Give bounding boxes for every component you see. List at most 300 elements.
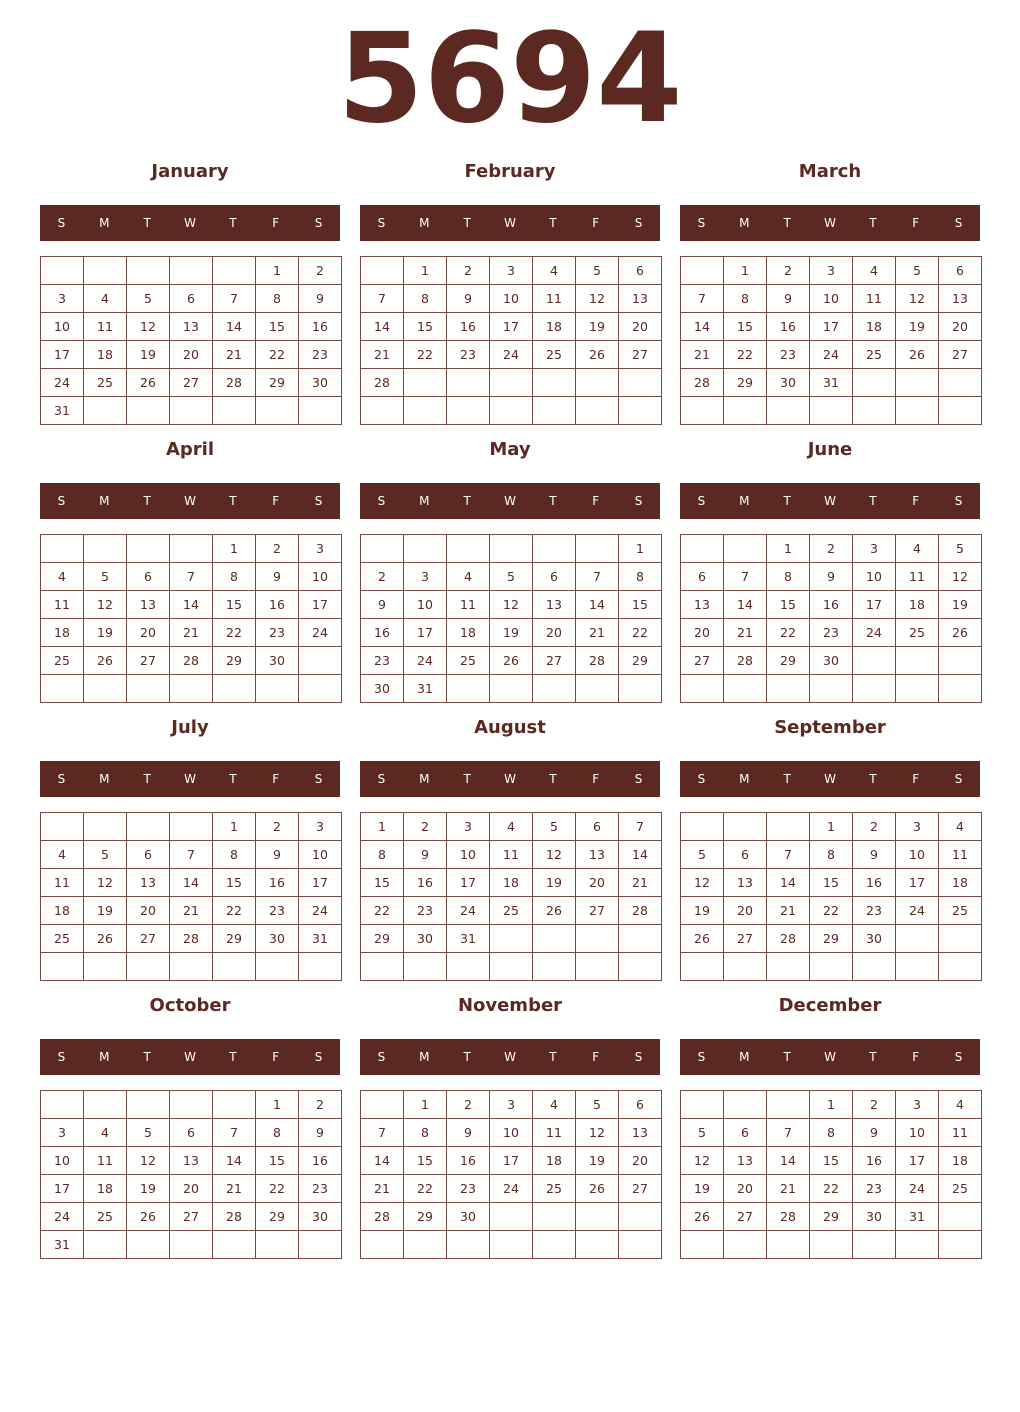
day-cell: 9 bbox=[447, 1119, 490, 1147]
day-cell: 11 bbox=[853, 285, 896, 313]
day-cell: 2 bbox=[853, 1091, 896, 1119]
day-cell: 5 bbox=[939, 535, 982, 563]
day-cell: 3 bbox=[404, 563, 447, 591]
week-row bbox=[41, 813, 342, 841]
day-cell: 3 bbox=[447, 813, 490, 841]
day-cell: 28 bbox=[213, 369, 256, 397]
day-cell: 22 bbox=[724, 341, 767, 369]
week-row bbox=[361, 897, 662, 925]
week-row bbox=[41, 897, 342, 925]
weekday-label: F bbox=[912, 1050, 920, 1064]
day-cell: 16 bbox=[299, 1147, 342, 1175]
day-cell bbox=[447, 369, 490, 397]
day-cell: 9 bbox=[853, 841, 896, 869]
day-cell bbox=[724, 1231, 767, 1259]
weekday-label: T bbox=[143, 772, 151, 786]
day-cell: 23 bbox=[404, 897, 447, 925]
day-cell: 15 bbox=[213, 869, 256, 897]
day-cell: 9 bbox=[810, 563, 853, 591]
day-cell: 4 bbox=[853, 257, 896, 285]
day-cell: 15 bbox=[767, 591, 810, 619]
day-cell: 20 bbox=[127, 619, 170, 647]
day-cell: 9 bbox=[853, 1119, 896, 1147]
weekday-label: T bbox=[783, 772, 791, 786]
weekday-label: S bbox=[697, 1050, 706, 1064]
day-cell: 23 bbox=[256, 897, 299, 925]
day-cell: 6 bbox=[681, 563, 724, 591]
weekday-label: T bbox=[143, 216, 151, 230]
day-cell: 24 bbox=[810, 341, 853, 369]
day-cell: 23 bbox=[447, 1175, 490, 1203]
day-cell: 8 bbox=[619, 563, 662, 591]
day-cell: 18 bbox=[533, 1147, 576, 1175]
day-cell: 28 bbox=[170, 925, 213, 953]
day-cell: 12 bbox=[127, 1147, 170, 1175]
day-cell: 28 bbox=[361, 369, 404, 397]
day-cell: 29 bbox=[767, 647, 810, 675]
day-cell: 31 bbox=[447, 925, 490, 953]
weekday-label: S bbox=[57, 216, 66, 230]
day-cell: 25 bbox=[490, 897, 533, 925]
weekday-label: T bbox=[783, 494, 791, 508]
day-cell: 6 bbox=[619, 1091, 662, 1119]
weekday-label: W bbox=[504, 1050, 516, 1064]
day-cell bbox=[404, 397, 447, 425]
day-cell: 24 bbox=[41, 1203, 84, 1231]
day-cell: 23 bbox=[299, 1175, 342, 1203]
day-cell: 9 bbox=[256, 841, 299, 869]
day-cell bbox=[127, 675, 170, 703]
day-cell: 8 bbox=[256, 285, 299, 313]
month-title: October bbox=[149, 995, 231, 1016]
day-cell: 29 bbox=[361, 925, 404, 953]
week-row bbox=[361, 591, 662, 619]
day-cell bbox=[299, 397, 342, 425]
day-cell: 19 bbox=[127, 341, 170, 369]
week-row bbox=[681, 619, 982, 647]
day-cell: 2 bbox=[810, 535, 853, 563]
day-cell bbox=[127, 953, 170, 981]
day-cell: 21 bbox=[361, 1175, 404, 1203]
weekday-label: S bbox=[954, 216, 963, 230]
week-row bbox=[681, 841, 982, 869]
day-cell: 7 bbox=[361, 285, 404, 313]
day-cell: 23 bbox=[853, 1175, 896, 1203]
weekday-label: W bbox=[504, 216, 516, 230]
day-cell: 27 bbox=[127, 647, 170, 675]
day-cell: 10 bbox=[896, 841, 939, 869]
day-cell bbox=[127, 397, 170, 425]
day-cell: 26 bbox=[127, 1203, 170, 1231]
day-cell bbox=[84, 675, 127, 703]
day-cell bbox=[939, 369, 982, 397]
day-cell bbox=[810, 397, 853, 425]
day-cell bbox=[170, 535, 213, 563]
day-cell: 19 bbox=[896, 313, 939, 341]
day-cell: 18 bbox=[41, 619, 84, 647]
day-cell bbox=[299, 1231, 342, 1259]
day-cell: 26 bbox=[84, 925, 127, 953]
day-cell bbox=[404, 953, 447, 981]
day-cell: 10 bbox=[41, 313, 84, 341]
week-row bbox=[681, 869, 982, 897]
day-cell: 14 bbox=[213, 1147, 256, 1175]
day-cell: 21 bbox=[361, 341, 404, 369]
day-cell: 31 bbox=[41, 1231, 84, 1259]
day-cell: 3 bbox=[810, 257, 853, 285]
week-row bbox=[41, 1203, 342, 1231]
week-row bbox=[361, 813, 662, 841]
day-cell: 16 bbox=[404, 869, 447, 897]
day-cell bbox=[84, 1231, 127, 1259]
day-cell: 30 bbox=[853, 925, 896, 953]
week-row bbox=[681, 341, 982, 369]
day-cell: 24 bbox=[490, 1175, 533, 1203]
day-cell: 8 bbox=[810, 841, 853, 869]
day-cell bbox=[170, 675, 213, 703]
day-cell bbox=[533, 1231, 576, 1259]
weekday-label: M bbox=[99, 494, 110, 508]
week-row bbox=[361, 1203, 662, 1231]
day-cell: 29 bbox=[213, 925, 256, 953]
weekday-label: W bbox=[184, 216, 196, 230]
day-cell: 25 bbox=[41, 925, 84, 953]
day-cell: 11 bbox=[84, 313, 127, 341]
day-cell: 2 bbox=[299, 1091, 342, 1119]
day-cell: 30 bbox=[361, 675, 404, 703]
day-cell: 25 bbox=[896, 619, 939, 647]
day-cell: 10 bbox=[490, 1119, 533, 1147]
weekday-label: T bbox=[463, 1050, 471, 1064]
day-cell: 11 bbox=[533, 1119, 576, 1147]
day-cell: 7 bbox=[170, 563, 213, 591]
day-cell bbox=[576, 369, 619, 397]
weekday-label: W bbox=[504, 772, 516, 786]
day-cell: 9 bbox=[361, 591, 404, 619]
day-cell: 29 bbox=[724, 369, 767, 397]
week-row bbox=[361, 619, 662, 647]
day-cell: 8 bbox=[404, 285, 447, 313]
day-cell bbox=[619, 953, 662, 981]
weekday-header bbox=[40, 761, 340, 797]
day-cell: 11 bbox=[896, 563, 939, 591]
day-cell: 31 bbox=[299, 925, 342, 953]
weekday-label: T bbox=[143, 494, 151, 508]
week-row bbox=[361, 953, 662, 981]
day-cell: 5 bbox=[533, 813, 576, 841]
week-row bbox=[41, 397, 342, 425]
weekday-label: T bbox=[549, 494, 557, 508]
day-cell bbox=[256, 1231, 299, 1259]
day-grid bbox=[360, 256, 662, 425]
day-cell: 18 bbox=[939, 1147, 982, 1175]
day-cell: 13 bbox=[127, 869, 170, 897]
day-cell bbox=[84, 813, 127, 841]
day-grid bbox=[40, 1090, 342, 1259]
day-cell: 10 bbox=[853, 563, 896, 591]
weekday-label: M bbox=[419, 494, 430, 508]
day-cell bbox=[576, 675, 619, 703]
day-cell bbox=[724, 675, 767, 703]
weekday-label: M bbox=[739, 494, 750, 508]
day-cell: 28 bbox=[213, 1203, 256, 1231]
day-cell bbox=[853, 647, 896, 675]
day-cell bbox=[681, 535, 724, 563]
day-cell bbox=[810, 1231, 853, 1259]
week-row bbox=[681, 1119, 982, 1147]
weekday-header bbox=[360, 761, 660, 797]
weekday-label: S bbox=[954, 1050, 963, 1064]
day-cell bbox=[170, 257, 213, 285]
day-cell: 18 bbox=[490, 869, 533, 897]
day-cell bbox=[256, 675, 299, 703]
day-cell: 30 bbox=[447, 1203, 490, 1231]
day-cell: 26 bbox=[681, 1203, 724, 1231]
month-title: December bbox=[778, 995, 882, 1016]
day-cell: 19 bbox=[84, 619, 127, 647]
day-cell: 17 bbox=[853, 591, 896, 619]
day-cell bbox=[127, 535, 170, 563]
week-row bbox=[361, 535, 662, 563]
day-cell: 10 bbox=[41, 1147, 84, 1175]
weekday-label: T bbox=[869, 772, 877, 786]
day-cell: 5 bbox=[127, 1119, 170, 1147]
day-cell: 17 bbox=[404, 619, 447, 647]
day-cell bbox=[681, 1231, 724, 1259]
day-cell: 27 bbox=[724, 925, 767, 953]
day-cell: 11 bbox=[41, 591, 84, 619]
day-cell: 28 bbox=[576, 647, 619, 675]
day-cell bbox=[619, 369, 662, 397]
day-cell: 24 bbox=[853, 619, 896, 647]
day-cell: 27 bbox=[533, 647, 576, 675]
day-cell bbox=[170, 953, 213, 981]
weekday-label: S bbox=[954, 494, 963, 508]
day-cell: 5 bbox=[84, 841, 127, 869]
day-cell: 24 bbox=[896, 1175, 939, 1203]
day-cell: 11 bbox=[41, 869, 84, 897]
weekday-label: F bbox=[592, 772, 600, 786]
day-cell bbox=[84, 1091, 127, 1119]
day-cell: 10 bbox=[299, 563, 342, 591]
day-cell bbox=[84, 953, 127, 981]
weekday-label: T bbox=[143, 1050, 151, 1064]
day-cell: 6 bbox=[724, 1119, 767, 1147]
day-cell: 23 bbox=[767, 341, 810, 369]
week-row bbox=[681, 1147, 982, 1175]
weekday-label: S bbox=[377, 1050, 386, 1064]
day-cell bbox=[533, 925, 576, 953]
day-cell bbox=[896, 1231, 939, 1259]
day-cell: 14 bbox=[681, 313, 724, 341]
day-cell: 1 bbox=[213, 813, 256, 841]
day-cell: 19 bbox=[127, 1175, 170, 1203]
day-cell: 15 bbox=[361, 869, 404, 897]
day-cell: 10 bbox=[447, 841, 490, 869]
weekday-label: M bbox=[419, 216, 430, 230]
day-cell bbox=[299, 953, 342, 981]
day-cell bbox=[533, 397, 576, 425]
day-cell bbox=[576, 535, 619, 563]
day-cell: 14 bbox=[361, 1147, 404, 1175]
day-cell: 21 bbox=[213, 341, 256, 369]
day-cell: 15 bbox=[213, 591, 256, 619]
day-cell: 13 bbox=[681, 591, 724, 619]
day-cell bbox=[681, 813, 724, 841]
weekday-label: T bbox=[229, 216, 237, 230]
day-cell: 11 bbox=[447, 591, 490, 619]
day-cell bbox=[681, 953, 724, 981]
day-cell: 2 bbox=[299, 257, 342, 285]
day-grid bbox=[360, 812, 662, 981]
day-cell: 17 bbox=[299, 869, 342, 897]
weekday-header bbox=[40, 1039, 340, 1075]
day-cell bbox=[896, 675, 939, 703]
weekday-label: W bbox=[184, 494, 196, 508]
weekday-label: S bbox=[57, 772, 66, 786]
day-cell bbox=[939, 925, 982, 953]
day-cell bbox=[939, 397, 982, 425]
weekday-label: F bbox=[912, 216, 920, 230]
day-cell: 28 bbox=[619, 897, 662, 925]
week-row bbox=[41, 1147, 342, 1175]
day-cell bbox=[127, 1231, 170, 1259]
weekday-label: S bbox=[634, 772, 643, 786]
day-cell: 12 bbox=[681, 869, 724, 897]
day-cell: 1 bbox=[810, 1091, 853, 1119]
day-cell: 24 bbox=[447, 897, 490, 925]
day-cell: 25 bbox=[939, 897, 982, 925]
week-row bbox=[361, 647, 662, 675]
day-cell: 1 bbox=[361, 813, 404, 841]
day-cell bbox=[810, 675, 853, 703]
day-cell: 4 bbox=[533, 1091, 576, 1119]
day-cell: 14 bbox=[767, 869, 810, 897]
month-title: July bbox=[171, 717, 209, 738]
day-grid bbox=[680, 256, 982, 425]
day-cell: 16 bbox=[810, 591, 853, 619]
weekday-label: S bbox=[634, 494, 643, 508]
weekday-label: S bbox=[377, 216, 386, 230]
day-cell bbox=[533, 369, 576, 397]
weekday-label: W bbox=[184, 772, 196, 786]
day-cell: 15 bbox=[810, 869, 853, 897]
day-cell: 14 bbox=[170, 591, 213, 619]
day-cell bbox=[853, 675, 896, 703]
day-cell: 18 bbox=[853, 313, 896, 341]
day-cell: 7 bbox=[681, 285, 724, 313]
day-cell: 18 bbox=[896, 591, 939, 619]
weekday-label: S bbox=[57, 494, 66, 508]
day-cell: 14 bbox=[576, 591, 619, 619]
month-title: January bbox=[151, 161, 229, 182]
weekday-label: F bbox=[592, 494, 600, 508]
day-cell: 14 bbox=[361, 313, 404, 341]
day-cell: 25 bbox=[41, 647, 84, 675]
weekday-label: F bbox=[592, 216, 600, 230]
day-cell: 17 bbox=[299, 591, 342, 619]
day-cell bbox=[41, 813, 84, 841]
weekday-label: S bbox=[314, 494, 323, 508]
day-cell: 28 bbox=[681, 369, 724, 397]
day-cell: 18 bbox=[84, 341, 127, 369]
day-cell bbox=[127, 257, 170, 285]
day-cell: 20 bbox=[533, 619, 576, 647]
day-cell bbox=[213, 953, 256, 981]
day-cell: 3 bbox=[41, 1119, 84, 1147]
weekday-label: S bbox=[954, 772, 963, 786]
week-row bbox=[41, 953, 342, 981]
day-cell: 2 bbox=[447, 257, 490, 285]
day-cell: 2 bbox=[404, 813, 447, 841]
day-cell: 16 bbox=[853, 869, 896, 897]
day-cell: 26 bbox=[127, 369, 170, 397]
day-cell: 7 bbox=[767, 841, 810, 869]
day-cell: 30 bbox=[404, 925, 447, 953]
day-cell: 12 bbox=[84, 591, 127, 619]
week-row bbox=[681, 647, 982, 675]
day-cell bbox=[576, 1203, 619, 1231]
day-cell: 25 bbox=[939, 1175, 982, 1203]
day-cell: 26 bbox=[896, 341, 939, 369]
day-cell: 14 bbox=[170, 869, 213, 897]
day-cell: 12 bbox=[127, 313, 170, 341]
day-cell: 19 bbox=[939, 591, 982, 619]
day-cell: 19 bbox=[84, 897, 127, 925]
day-cell bbox=[170, 813, 213, 841]
day-cell: 21 bbox=[681, 341, 724, 369]
day-cell: 1 bbox=[256, 1091, 299, 1119]
day-cell: 13 bbox=[127, 591, 170, 619]
weekday-label: S bbox=[634, 216, 643, 230]
week-row bbox=[361, 1175, 662, 1203]
weekday-label: S bbox=[377, 494, 386, 508]
day-cell: 20 bbox=[170, 341, 213, 369]
day-cell: 15 bbox=[619, 591, 662, 619]
day-cell: 27 bbox=[619, 341, 662, 369]
day-cell: 11 bbox=[490, 841, 533, 869]
day-cell bbox=[170, 397, 213, 425]
day-cell: 6 bbox=[170, 285, 213, 313]
day-cell: 6 bbox=[724, 841, 767, 869]
day-cell: 30 bbox=[810, 647, 853, 675]
weekday-label: M bbox=[419, 1050, 430, 1064]
day-cell: 19 bbox=[576, 1147, 619, 1175]
week-row bbox=[681, 897, 982, 925]
day-cell bbox=[767, 397, 810, 425]
day-cell bbox=[490, 675, 533, 703]
day-cell: 16 bbox=[447, 1147, 490, 1175]
day-cell bbox=[361, 535, 404, 563]
weekday-label: W bbox=[824, 494, 836, 508]
month-title: August bbox=[474, 717, 546, 738]
weekday-label: T bbox=[869, 216, 877, 230]
day-cell: 15 bbox=[810, 1147, 853, 1175]
day-cell: 10 bbox=[810, 285, 853, 313]
month-title: May bbox=[489, 439, 531, 460]
day-cell: 2 bbox=[447, 1091, 490, 1119]
week-row bbox=[361, 341, 662, 369]
day-cell: 21 bbox=[619, 869, 662, 897]
day-cell bbox=[619, 397, 662, 425]
day-cell: 22 bbox=[213, 619, 256, 647]
day-cell: 17 bbox=[490, 1147, 533, 1175]
weekday-label: S bbox=[377, 772, 386, 786]
day-cell: 22 bbox=[810, 1175, 853, 1203]
day-cell: 29 bbox=[810, 925, 853, 953]
day-cell bbox=[767, 953, 810, 981]
day-cell bbox=[213, 257, 256, 285]
